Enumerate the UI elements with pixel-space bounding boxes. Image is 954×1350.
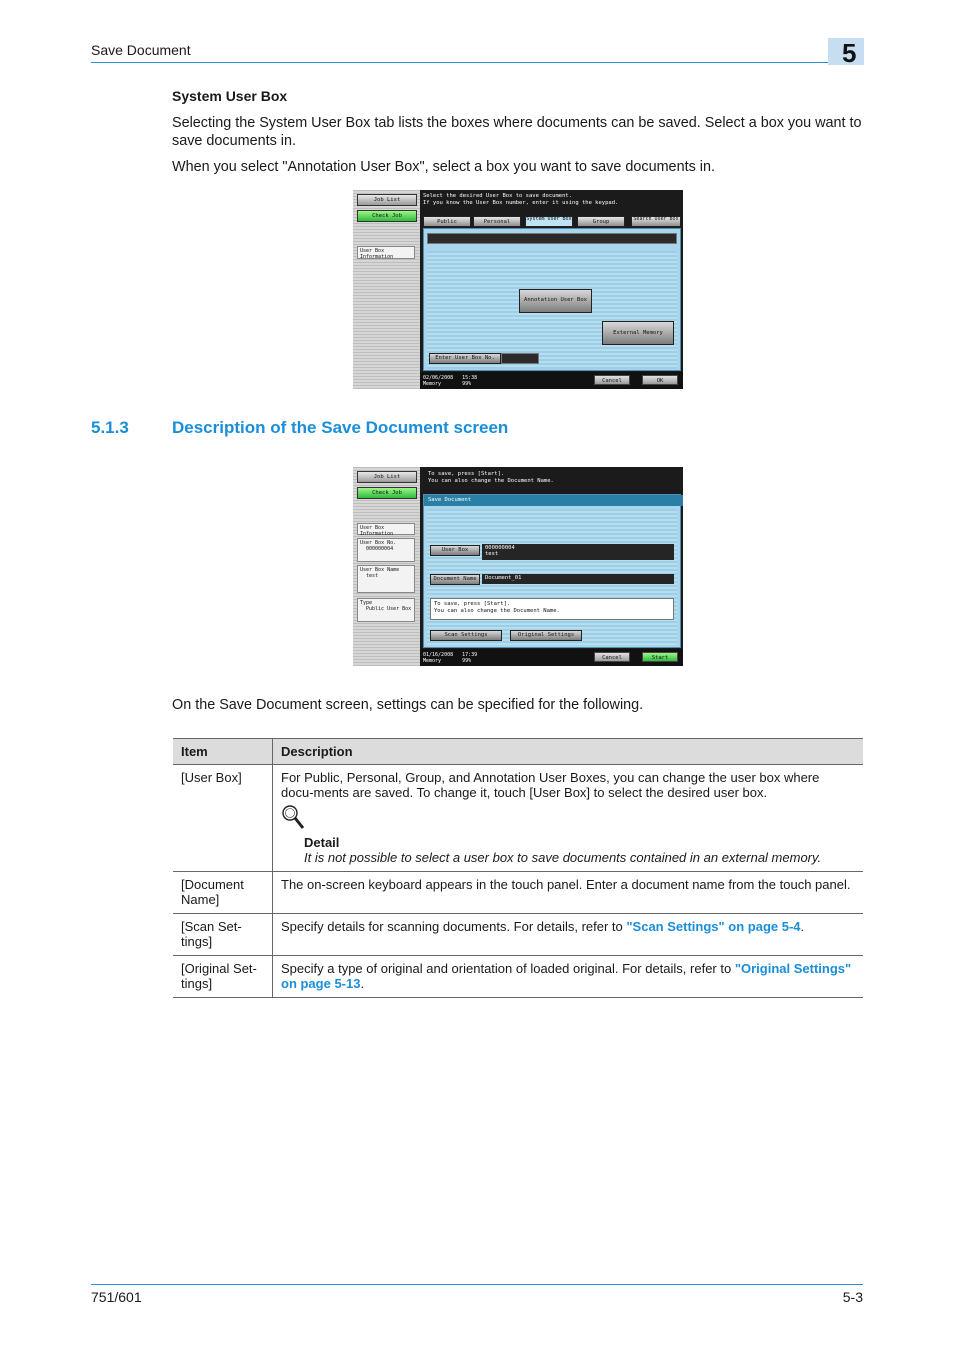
job-list-button[interactable]: Job List: [357, 194, 417, 206]
description-tail: .: [360, 976, 365, 991]
status-text: 02/06/2008 15:38 Memory 99%: [423, 375, 478, 387]
intro-paragraph: On the Save Document screen, settings can be specified for the following.: [172, 697, 644, 713]
description-text: Specify a type of original and orientation of loaded original. For details, refer to: [281, 961, 735, 976]
job-list-button[interactable]: Job List: [357, 471, 417, 483]
box-name-label: User Box Name: [360, 567, 400, 573]
screen-sidebar: [353, 190, 420, 389]
description-text: For Public, Personal, Group, and Annotation User Boxes, you can change the user box where docu-ments are saved. To change it, touch [User Box] to select the desired user box.: [281, 770, 820, 800]
tab-personal[interactable]: Personal: [473, 216, 521, 227]
col-description-header: Description: [273, 739, 864, 765]
status-text: 01/16/2008 17:39 Memory 99%: [423, 652, 478, 664]
subsection-heading: System User Box: [172, 88, 288, 104]
check-job-button[interactable]: Check Job: [357, 487, 417, 499]
screenshot-system-user-box: [353, 190, 683, 389]
paragraph: Selecting the System User Box tab lists the boxes where documents can be saved. Select a box you want to save documents in.: [172, 115, 862, 149]
screen-footer: [420, 649, 683, 666]
model-number: 751/601: [91, 1289, 142, 1305]
start-button[interactable]: Start: [642, 652, 678, 662]
box-no-value: 000000004: [366, 546, 394, 552]
document-name-button[interactable]: Document Name: [430, 574, 480, 585]
scan-settings-button[interactable]: Scan Settings: [430, 630, 502, 641]
table-row: [173, 914, 863, 956]
row-item: [Document Name]: [173, 872, 273, 914]
screen-message: To save, press [Start]. You can also change the Document Name.: [428, 471, 554, 484]
row-description: The on-screen keyboard appears in the touch panel. Enter a document name from the touch panel.: [273, 872, 864, 914]
type-label: Type: [360, 600, 373, 606]
user-box-no-field[interactable]: [501, 353, 539, 364]
box-panel: [423, 228, 681, 371]
document-name-value: Document_01: [482, 574, 674, 584]
description-tail: .: [800, 919, 805, 934]
save-document-panel: [423, 494, 681, 648]
row-description: [273, 765, 864, 872]
row-item: [User Box]: [173, 765, 273, 872]
row-description: [273, 914, 864, 956]
detail-text: It is not possible to select a user box to save documents contained in an external memory.: [304, 850, 822, 865]
running-header: Save Document: [91, 42, 191, 58]
box-no-label: User Box No.: [360, 540, 397, 546]
scan-settings-link[interactable]: "Scan Settings" on page 5-4: [626, 919, 801, 934]
user-box-value: 000000004 test: [482, 544, 674, 560]
screen-sidebar: [353, 467, 420, 666]
original-settings-button[interactable]: Original Settings: [510, 630, 582, 641]
ok-button[interactable]: OK: [642, 375, 678, 385]
annotation-user-box-button[interactable]: Annotation User Box: [519, 289, 592, 313]
user-box-button[interactable]: User Box: [430, 545, 480, 556]
box-list-bar: [427, 233, 677, 244]
section-title: Description of the Save Document screen: [172, 418, 509, 437]
tab-search-user-box[interactable]: Search User Box: [631, 216, 681, 227]
screen-footer: [420, 372, 683, 389]
section-number: 5.1.3: [91, 418, 129, 437]
screen-message: Select the desired User Box to save document. If you know the User Box number, enter it using the keypad.: [423, 193, 619, 206]
settings-table: [173, 738, 863, 998]
panel-title: Save Document: [424, 495, 683, 506]
type-value: Public User Box: [366, 606, 412, 612]
tab-system-user-box[interactable]: System User Box: [525, 216, 573, 227]
box-name-value: test: [366, 573, 379, 579]
table-header-row: [173, 739, 863, 765]
row-item: [Scan Set-tings]: [173, 914, 273, 956]
cancel-button[interactable]: Cancel: [594, 652, 630, 662]
row-description: [273, 956, 864, 998]
paragraph: When you select "Annotation User Box", select a box you want to save documents in.: [172, 159, 715, 175]
tab-public[interactable]: Public: [423, 216, 471, 227]
magnifier-icon: [281, 804, 855, 833]
table-row: [173, 956, 863, 998]
footer-rule: [91, 1284, 863, 1285]
table-row: [173, 872, 863, 914]
description-text: Specify details for scanning documents. For details, refer to: [281, 919, 627, 934]
cancel-button[interactable]: Cancel: [594, 375, 630, 385]
detail-title: Detail: [304, 835, 340, 850]
row-item: [Original Set-tings]: [173, 956, 273, 998]
type-info: [357, 598, 415, 622]
info-box: To save, press [Start]. You can also change the Document Name.: [430, 598, 674, 620]
user-box-name-info: [357, 565, 415, 593]
user-box-no-info: [357, 538, 415, 562]
original-settings-link[interactable]: "Original Settings" on page 5-13: [281, 961, 852, 991]
chapter-number: 5: [842, 38, 857, 68]
screenshot-save-document: [353, 467, 683, 666]
header-rule: [91, 62, 831, 63]
enter-user-box-no-button[interactable]: Enter User Box No.: [429, 353, 501, 364]
col-item-header: Item: [173, 739, 273, 765]
page-number: 5-3: [842, 1289, 863, 1305]
user-box-info-label: User Box Information: [357, 246, 415, 259]
external-memory-button[interactable]: External Memory: [602, 321, 674, 345]
check-job-button[interactable]: Check Job: [357, 210, 417, 222]
user-box-info-label: User Box Information: [357, 523, 415, 535]
tab-group[interactable]: Group: [577, 216, 625, 227]
table-row: [173, 765, 863, 872]
